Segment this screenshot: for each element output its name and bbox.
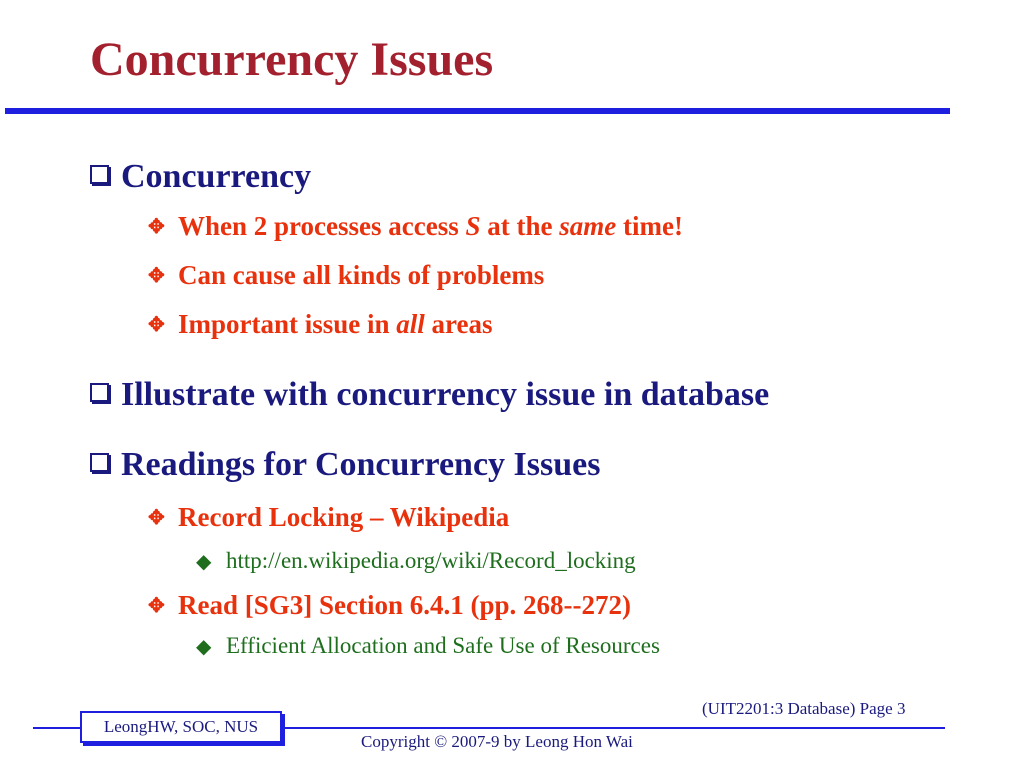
sub-bullet-text: areas [424,309,493,339]
sub-bullet-text: Record Locking – Wikipedia [178,502,510,532]
sub-sub-bullet-text: Efficient Allocation and Safe Use of Resources [226,633,660,658]
checkbox-square-icon [90,165,109,184]
bullet-illustrate-label: Illustrate with concurrency issue in database [121,376,770,413]
sub-bullet-text: When 2 processes access [178,211,466,241]
slide-title: Concurrency Issues [90,33,494,86]
four-point-star-icon: ✥ [148,314,165,336]
sub-bullet-emphasis: S [465,211,481,241]
sub-bullet-text: at the [480,211,560,241]
sub-bullet-read-sg3 [148,591,631,621]
sub-bullet-same-time [148,212,683,242]
four-point-star-icon: ✥ [148,265,165,287]
sub-bullet-emphasis: same [559,211,617,241]
sub-bullet-text: Read [SG3] Section 6.4.1 (pp. 268--272) [178,590,631,620]
author-box: LeongHW, SOC, NUS [80,711,282,743]
four-point-star-icon: ✥ [148,507,165,529]
page-reference: (UIT2201:3 Database) Page 3 [702,699,906,718]
bullet-readings [90,446,601,483]
sub-bullet-all-areas [148,310,493,340]
four-point-star-icon: ✥ [148,595,165,617]
bullet-concurrency-label: Concurrency [121,158,312,195]
title-divider [5,108,950,114]
sub-bullet-text: time! [616,211,683,241]
four-point-star-icon: ✥ [148,216,165,238]
diamond-icon: ◆ [196,551,212,573]
sub-bullet-text: Important issue in [178,309,397,339]
copyright-notice: Copyright © 2007-9 by Leong Hon Wai [361,732,633,751]
checkbox-square-icon [90,453,109,472]
checkbox-square-icon [90,383,109,402]
diamond-icon: ◆ [196,636,212,658]
wikipedia-link[interactable]: http://en.wikipedia.org/wiki/Record_locking [226,548,636,573]
sub-bullet-problems [148,261,544,291]
bullet-illustrate [90,376,769,413]
bullet-readings-label: Readings for Concurrency Issues [121,446,601,483]
sub-bullet-record-locking [148,503,509,533]
sub-sub-bullet-detail [196,633,660,658]
bullet-concurrency [90,158,311,195]
sub-bullet-emphasis: all [396,309,425,339]
sub-sub-bullet-link [196,548,636,573]
sub-bullet-text: Can cause all kinds of problems [178,260,545,290]
